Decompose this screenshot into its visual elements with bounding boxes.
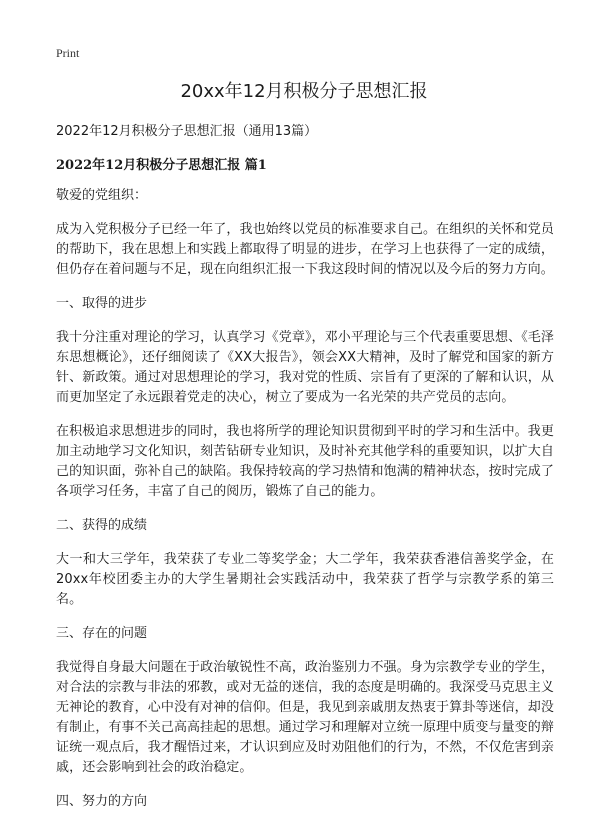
paragraph-intro: 成为入党积极分子已经一年了，我也始终以党员的标准要求自己。在组织的关怀和党员的帮助下，我在思想上和实践上都取得了明显的进步，在学习上也获得了一定的成绩，但仍存在着问题与不足，现在向组织汇报一下我这段时间的情况以及今后的努力方向。 (56, 222, 554, 277)
greeting: 敬爱的党组织： (56, 188, 148, 203)
section-title: 2022年12月积极分子思想汇报 篇1 (56, 158, 267, 173)
heading-achievements: 二、获得的成绩 (56, 518, 148, 533)
paragraph-problems: 我觉得自身最大问题在于政治敏锐性不高，政治鉴别力不强。身为宗教学专业的学生，对合法的宗教与非法的邪教，或对无益的迷信，我的态度是明确的。我深受马克思主义无神论的教育，心中没有对神的信仰。但是，我见到亲戚朋友热衷于算卦等迷信，却没有制止，有事不关己高高挂起的思想。通过学习和理解对立统一原理中质变与量变的辩证统一观点后，我才醒悟过来，才认识到应及时劝阻他们的行为，不然，不仅危害到亲戚，还会影响到社会的政治稳定。 (56, 660, 554, 775)
heading-progress: 一、取得的进步 (56, 296, 148, 311)
print-link[interactable]: Print (56, 46, 80, 60)
document-body (56, 122, 554, 826)
paragraph-theory-study: 我十分注重对理论的学习，认真学习《党章》，邓小平理论与三个代表重要思想、《毛泽东思想概论》，还仔细阅读了《XX大报告》，领会XX大精神，及时了解党和国家的新方针、新政策。通过对思想理论的学习，我对党的性质、宗旨有了更深的了解和认识，从而更加坚定了永远跟着党走的决心，树立了要成为一名光荣的共产党员的志向。 (56, 330, 554, 405)
paragraph-achievements: 大一和大三学年，我荣获了专业二等奖学金；大二学年，我荣获香港信善奖学金，在20xx年校团委主办的大学生暑期社会实践活动中，我荣获了哲学与宗教学系的第三名。 (56, 552, 554, 607)
paragraph-practice: 在积极追求思想进步的同时，我也将所学的理论知识贯彻到平时的学习和生活中。我更加主动地学习文化知识，刻苦钻研专业知识，及时补充其他学科的重要知识，以扩大自己的知识面，弥补自己的缺陷。我保持较高的学习热情和饱满的精神状态，按时完成了各项学习任务，丰富了自己的阅历，锻炼了自己的能力。 (56, 424, 554, 499)
heading-direction: 四、努力的方向 (56, 794, 148, 809)
document-subtitle: 2022年12月积极分子思想汇报（通用13篇） (56, 124, 318, 139)
document-title: 20xx年12月积极分子思想汇报 (180, 81, 428, 102)
heading-problems: 三、存在的问题 (56, 626, 148, 641)
